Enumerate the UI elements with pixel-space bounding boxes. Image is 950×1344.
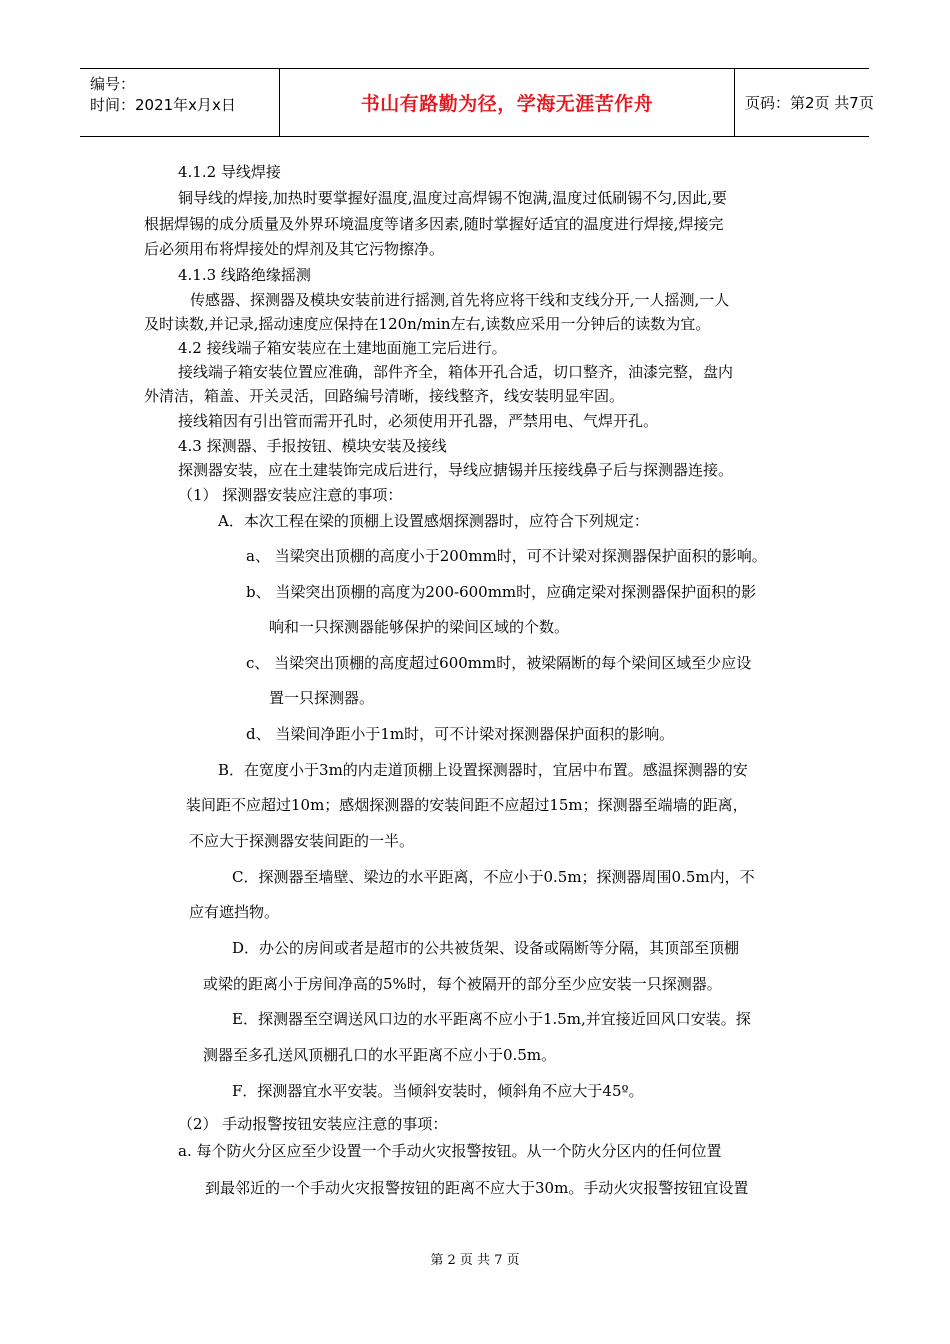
paragraph-line: 接线箱因有引出管而需开孔时，必须使用开孔器，严禁用电、气焊开孔。: [178, 412, 659, 430]
list-item-continuation: 装间距不应超过10m；感烟探测器的安装间距不应超过15m；探测器至端墙的距离，: [186, 796, 748, 814]
section-heading: 4.2 接线端子箱安装应在土建地面施工完后进行。: [178, 339, 507, 357]
list-item: d、 当梁间净距小于1m时，可不计梁对探测器保护面积的影响。: [246, 725, 675, 743]
list-item: A．本次工程在梁的顶棚上设置感烟探测器时，应符合下列规定：: [218, 512, 649, 530]
paragraph-line: 根据焊锡的成分质量及外界环境温度等诸多因素,随时掌握好适宜的温度进行焊接,焊接完: [144, 215, 724, 233]
section-heading: 4.1.2 导线焊接: [178, 163, 281, 181]
list-item: F．探测器宜水平安装。当倾斜安装时，倾斜角不应大于45º。: [232, 1082, 644, 1100]
paragraph-line: 及时读数,并记录,摇动速度应保持在120n/min左右,读数应采用一分钟后的读数为宜。: [144, 315, 711, 333]
list-item: b、 当梁突出顶棚的高度为200-600mm时，应确定梁对探测器保护面积的影: [246, 583, 757, 601]
section-heading: 4.3 探测器、手报按钮、模块安装及接线: [178, 437, 447, 455]
list-item: E．探测器至空调送风口边的水平距离不应小于1.5m,并宜接近回风口安装。探: [232, 1010, 751, 1028]
list-item-continuation: 置一只探测器。: [269, 689, 375, 707]
list-item-continuation: 响和一只探测器能够保护的梁间区域的个数。: [269, 618, 570, 636]
list-item: a、 当梁突出顶棚的高度小于200mm时，可不计梁对探测器保护面积的影响。: [246, 547, 767, 565]
header-motto-cell: [280, 69, 735, 136]
paragraph-line: 外清洁，箱盖、开关灵活，回路编号清晰，接线整齐，线安装明显牢固。: [144, 387, 625, 405]
page-footer: 第 2 页 共 7 页: [430, 1253, 520, 1268]
list-item-continuation: 应有遮挡物。: [189, 903, 280, 921]
subsection-heading: （2） 手动报警按钮安装应注意的事项：: [178, 1115, 448, 1133]
paragraph-line: 探测器安装，应在土建装饰完成后进行，导线应搪锡并压接线鼻子后与探测器连接。: [178, 461, 734, 479]
list-item-continuation: 不应大于探测器安装间距的一半。: [189, 832, 415, 850]
list-item-continuation: 或梁的距离小于房间净高的5%时，每个被隔开的部分至少应安装一只探测器。: [203, 975, 722, 993]
subsection-heading: （1） 探测器安装应注意的事项：: [178, 486, 403, 504]
document-number-label: 编号：: [90, 75, 136, 93]
list-item: c、 当梁突出顶棚的高度超过600mm时，被梁隔断的每个梁间区域至少应设: [246, 654, 752, 672]
paragraph-line: 传感器、探测器及模块安装前进行摇测,首先将应将干线和支线分开,一人摇测,一人: [190, 291, 730, 309]
list-item: D．办公的房间或者是超市的公共被货架、设备或隔断等分隔，其顶部至顶棚: [232, 939, 740, 957]
header-meta: [80, 69, 280, 136]
list-item: B．在宽度小于3m的内走道顶棚上设置探测器时，宜居中布置。感温探测器的安: [218, 761, 748, 779]
paragraph-line: 铜导线的焊接,加热时要掌握好温度,温度过高焊锡不饱满,温度过低刷锡不匀,因此,要: [178, 189, 727, 207]
document-date-label: 时间：2021年x月x日: [90, 96, 236, 114]
list-item-continuation: 到最邻近的一个手动火灾报警按钮的距离不应大于30m。手动火灾报警按钮宜设置: [205, 1179, 749, 1197]
paragraph-line: 接线端子箱安装位置应准确，部件齐全，箱体开孔合适，切口整齐，油漆完整，盘内: [178, 363, 734, 381]
list-item-continuation: 测器至多孔送风顶棚孔口的水平距离不应小于0.5m。: [203, 1046, 557, 1064]
header-page-code: 页码：第2页 共7页: [745, 94, 874, 112]
list-item: a. 每个防火分区应至少设置一个手动火灾报警按钮。从一个防火分区内的任何位置: [178, 1142, 722, 1160]
header-motto: 书山有路勤为径，学海无涯苦作舟: [360, 93, 654, 115]
list-item: C．探测器至墙壁、梁边的水平距离，不应小于0.5m；探测器周围0.5m内，不: [232, 868, 755, 886]
section-heading: 4.1.3 线路绝缘摇测: [178, 266, 311, 284]
header-page-cell: [735, 69, 874, 136]
paragraph-line: 后必须用布将焊接处的焊剂及其它污物擦净。: [144, 240, 445, 258]
page-header: [80, 68, 874, 137]
